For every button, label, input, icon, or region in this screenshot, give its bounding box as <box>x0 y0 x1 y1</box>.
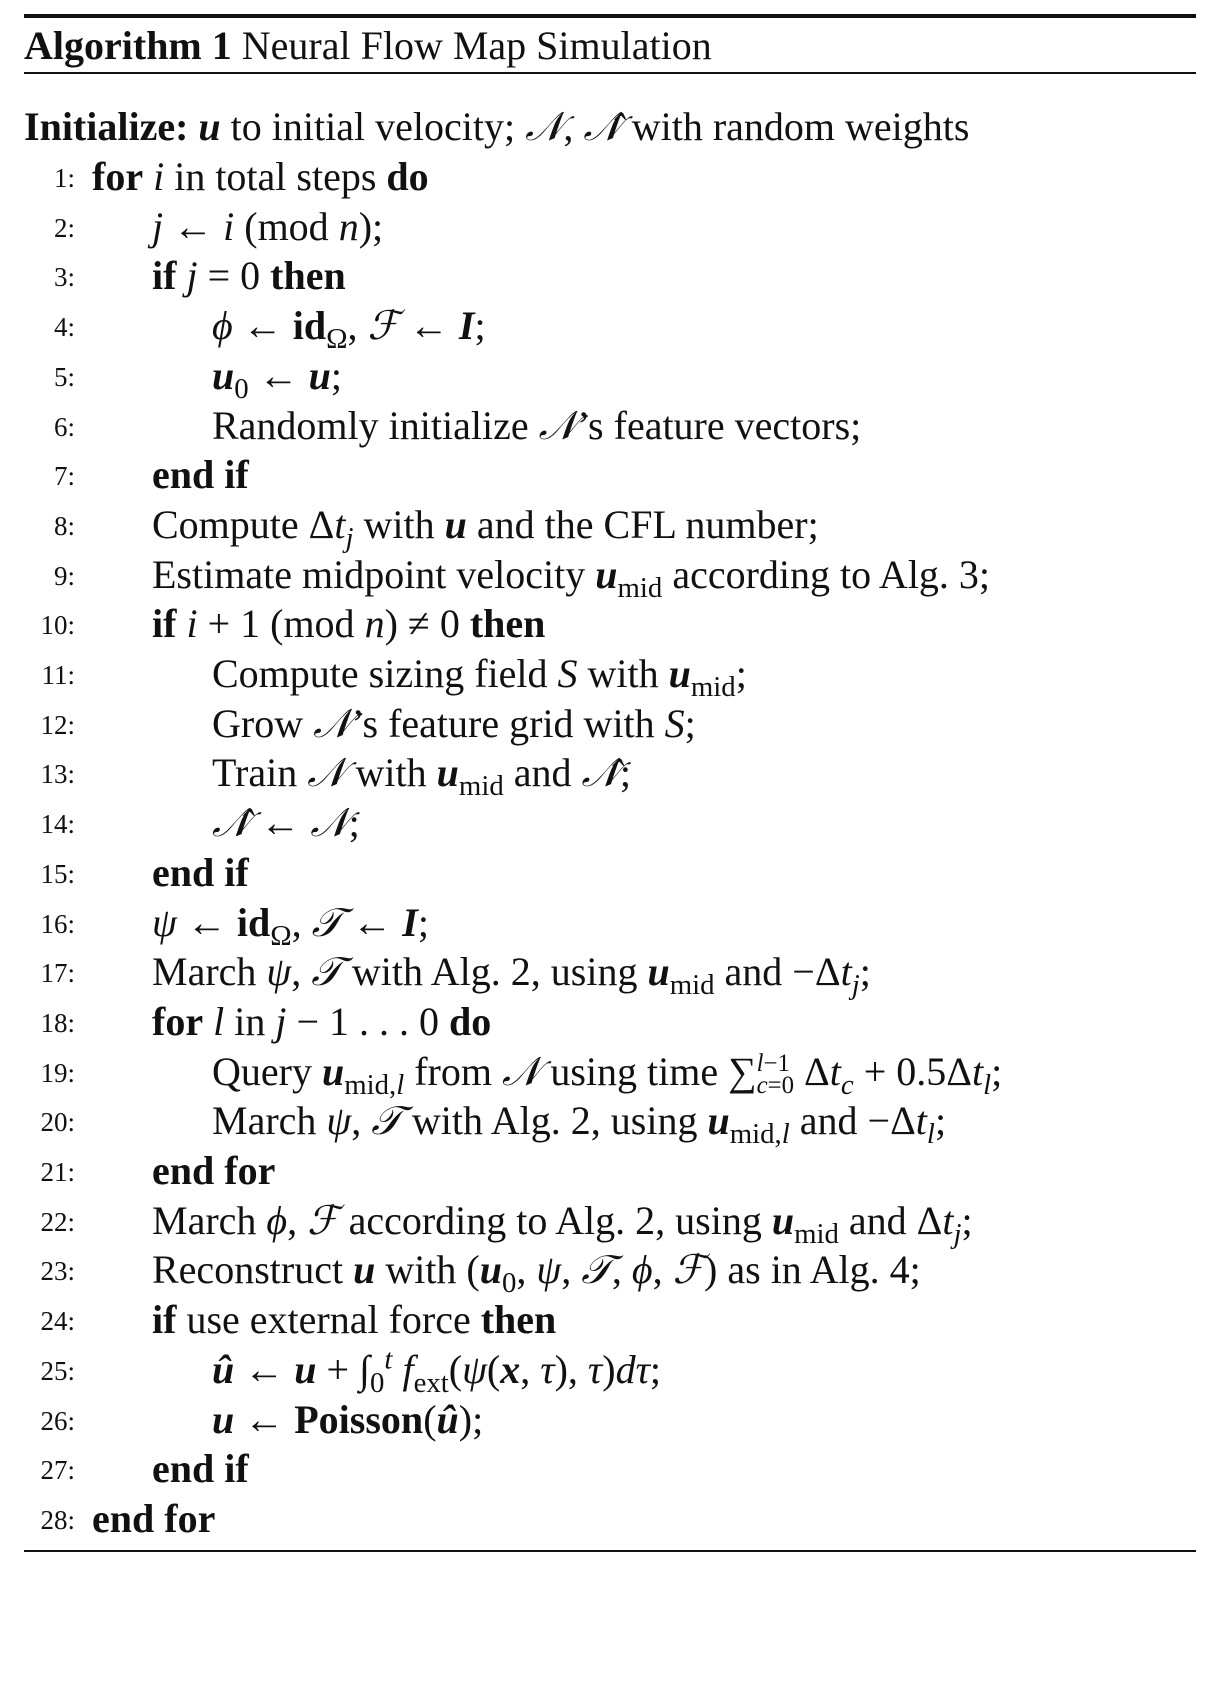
step-for-l: for l in j − 1 . . . 0 do <box>152 998 492 1044</box>
step-reset-backward-map: ψ ← $id_\Omega$, 𝒯 ← I; <box>152 899 429 952</box>
step-end-for: end for <box>152 1148 276 1193</box>
algorithm-line-8 <box>0 498 1220 555</box>
initialize-label: Initialize: <box>24 104 189 149</box>
line-number: 4: <box>53 312 75 343</box>
step-poisson-projection: u ← Poisson(û); <box>212 1396 484 1442</box>
step-apply-force: û ← $u + \int_0^t$ $f_{ext}(\psi(x$, τ), τ)dτ; <box>212 1343 662 1399</box>
caption-rule <box>24 72 1196 74</box>
algorithm-line-6 <box>0 399 1220 452</box>
line-number: 21: <box>40 1157 75 1187</box>
line-number: 1: <box>53 163 75 193</box>
line-number: 6: <box>53 411 75 442</box>
step-train-network: Train 𝒩 with $u_{mid}$ and 𝒩̂; <box>212 750 631 803</box>
line-number: 11: <box>41 660 75 690</box>
step-copy-network: 𝒩̂ ← 𝒩; <box>212 800 360 847</box>
algorithm-label: Algorithm 1 <box>24 23 232 68</box>
line-number: 7: <box>53 461 75 492</box>
step-init-features: Randomly initialize 𝒩’s feature vectors; <box>212 402 862 449</box>
step-end-if: end if <box>152 849 249 895</box>
step-march-backward-l: March ψ, 𝒯 with Alg. 2, using $u_{mid,l}$ and $-\Delta t_l$; <box>212 1098 947 1151</box>
algorithm-line-28 <box>0 1492 1220 1545</box>
algorithm-line-12 <box>0 697 1220 750</box>
step-reconstruct-velocity: Reconstruct u with ($u_0$, ψ, 𝒯, ϕ, ℱ) as in Alg. 4; <box>152 1247 921 1300</box>
algorithm-line-22 <box>0 1194 1220 1250</box>
line-number: 15: <box>40 858 75 889</box>
algorithm-line-19 <box>0 1045 1220 1101</box>
algorithm-line-24 <box>0 1293 1220 1346</box>
algorithm-line-5 <box>0 349 1220 405</box>
line-number: 3: <box>53 262 75 293</box>
algorithm-title: Neural Flow Map Simulation <box>241 23 712 68</box>
line-number: 2: <box>53 212 75 243</box>
algorithm-line-26 <box>0 1393 1220 1446</box>
algorithm-line-18 <box>0 995 1220 1048</box>
line-number: 23: <box>40 1256 75 1287</box>
algorithm-line-23 <box>0 1243 1220 1300</box>
top-rule <box>24 14 1196 18</box>
step-compute-dt: Compute $\Delta t_j$ with u and the CFL number; <box>152 501 819 555</box>
step-grow-grid: Grow 𝒩’s feature grid with S; <box>212 700 696 747</box>
line-number: 9: <box>53 560 75 591</box>
step-if-not-last: if i + 1 (mod n) ≠ 0 then <box>152 601 546 647</box>
step-if-j-zero: if j = 0 then <box>152 253 346 299</box>
step-march-backward: March ψ, 𝒯 with Alg. 2, using $u_{mid}$ and $-\Delta t_j$; <box>152 949 871 1002</box>
line-number: 27: <box>40 1455 75 1486</box>
step-end-if: end if <box>152 1446 249 1492</box>
algorithm-line-3 <box>0 249 1220 302</box>
step-sizing-field: Compute sizing field S with $u_{mid}$; <box>212 651 747 704</box>
algorithm-line-16 <box>0 896 1220 952</box>
line-number: 10: <box>40 610 75 641</box>
line-number: 24: <box>40 1306 75 1337</box>
step-store-velocity: $u_0$ ← u; <box>212 352 343 405</box>
algorithm-line-15 <box>0 846 1220 899</box>
algorithm-line-10 <box>0 597 1220 650</box>
algorithm-line-1 <box>0 150 1220 203</box>
algorithm-line-9 <box>0 548 1220 604</box>
line-number: 17: <box>40 958 75 989</box>
line-number: 22: <box>40 1206 75 1237</box>
line-number: 14: <box>40 809 75 840</box>
step-end-for: end for <box>92 1495 216 1541</box>
step-for-loop: for i in total steps do <box>92 154 429 199</box>
line-number: 13: <box>40 759 75 790</box>
line-number: 8: <box>53 510 75 541</box>
line-number: 26: <box>40 1405 75 1436</box>
step-march-forward: March ϕ, ℱ according to Alg. 2, using $u_{mid}$ and $\Delta t_j$; <box>152 1197 973 1250</box>
step-reset-forward-map: ϕ ← $id_\Omega$, ℱ ← I; <box>212 303 486 356</box>
algorithm-caption <box>24 20 712 72</box>
line-number: 25: <box>40 1355 75 1386</box>
initialize-line <box>24 101 969 153</box>
algorithm-line-21 <box>0 1144 1220 1197</box>
step-end-if: end if <box>152 452 249 498</box>
algorithm-line-25 <box>0 1343 1220 1399</box>
line-number: 5: <box>53 361 75 392</box>
step-if-external-force: if use external force then <box>152 1297 557 1343</box>
algorithm-line-20 <box>0 1094 1220 1151</box>
initialize-text: u to initial velocity; 𝒩, 𝒩̂ with random weights <box>198 104 970 150</box>
line-number: 19: <box>40 1057 75 1088</box>
algorithm-line-2 <box>0 200 1220 253</box>
line-number: 12: <box>40 709 75 740</box>
algorithm-line-13 <box>0 746 1220 803</box>
algorithm-line-17 <box>0 945 1220 1002</box>
algorithm-line-27 <box>0 1442 1220 1495</box>
algorithm-line-4 <box>0 299 1220 356</box>
step-estimate-midpoint: Estimate midpoint velocity $u_{mid}$ according to Alg. 3; <box>152 551 991 604</box>
bottom-rule <box>24 1550 1196 1552</box>
step-mod-assign: j ← i (mod n); <box>152 203 384 249</box>
algorithm-line-11 <box>0 647 1220 704</box>
step-query-velocity: Query $u_{mid,l}$ from 𝒩 using time ∑l−1 c=0 $\Delta t_c + 0.5\Delta t_l$; <box>212 1048 1003 1101</box>
line-number: 16: <box>40 908 75 939</box>
algorithm-line-7 <box>0 448 1220 501</box>
algorithm-line-14 <box>0 796 1220 849</box>
line-number: 18: <box>40 1007 75 1038</box>
line-number: 20: <box>40 1107 75 1138</box>
line-number: 28: <box>40 1504 75 1535</box>
